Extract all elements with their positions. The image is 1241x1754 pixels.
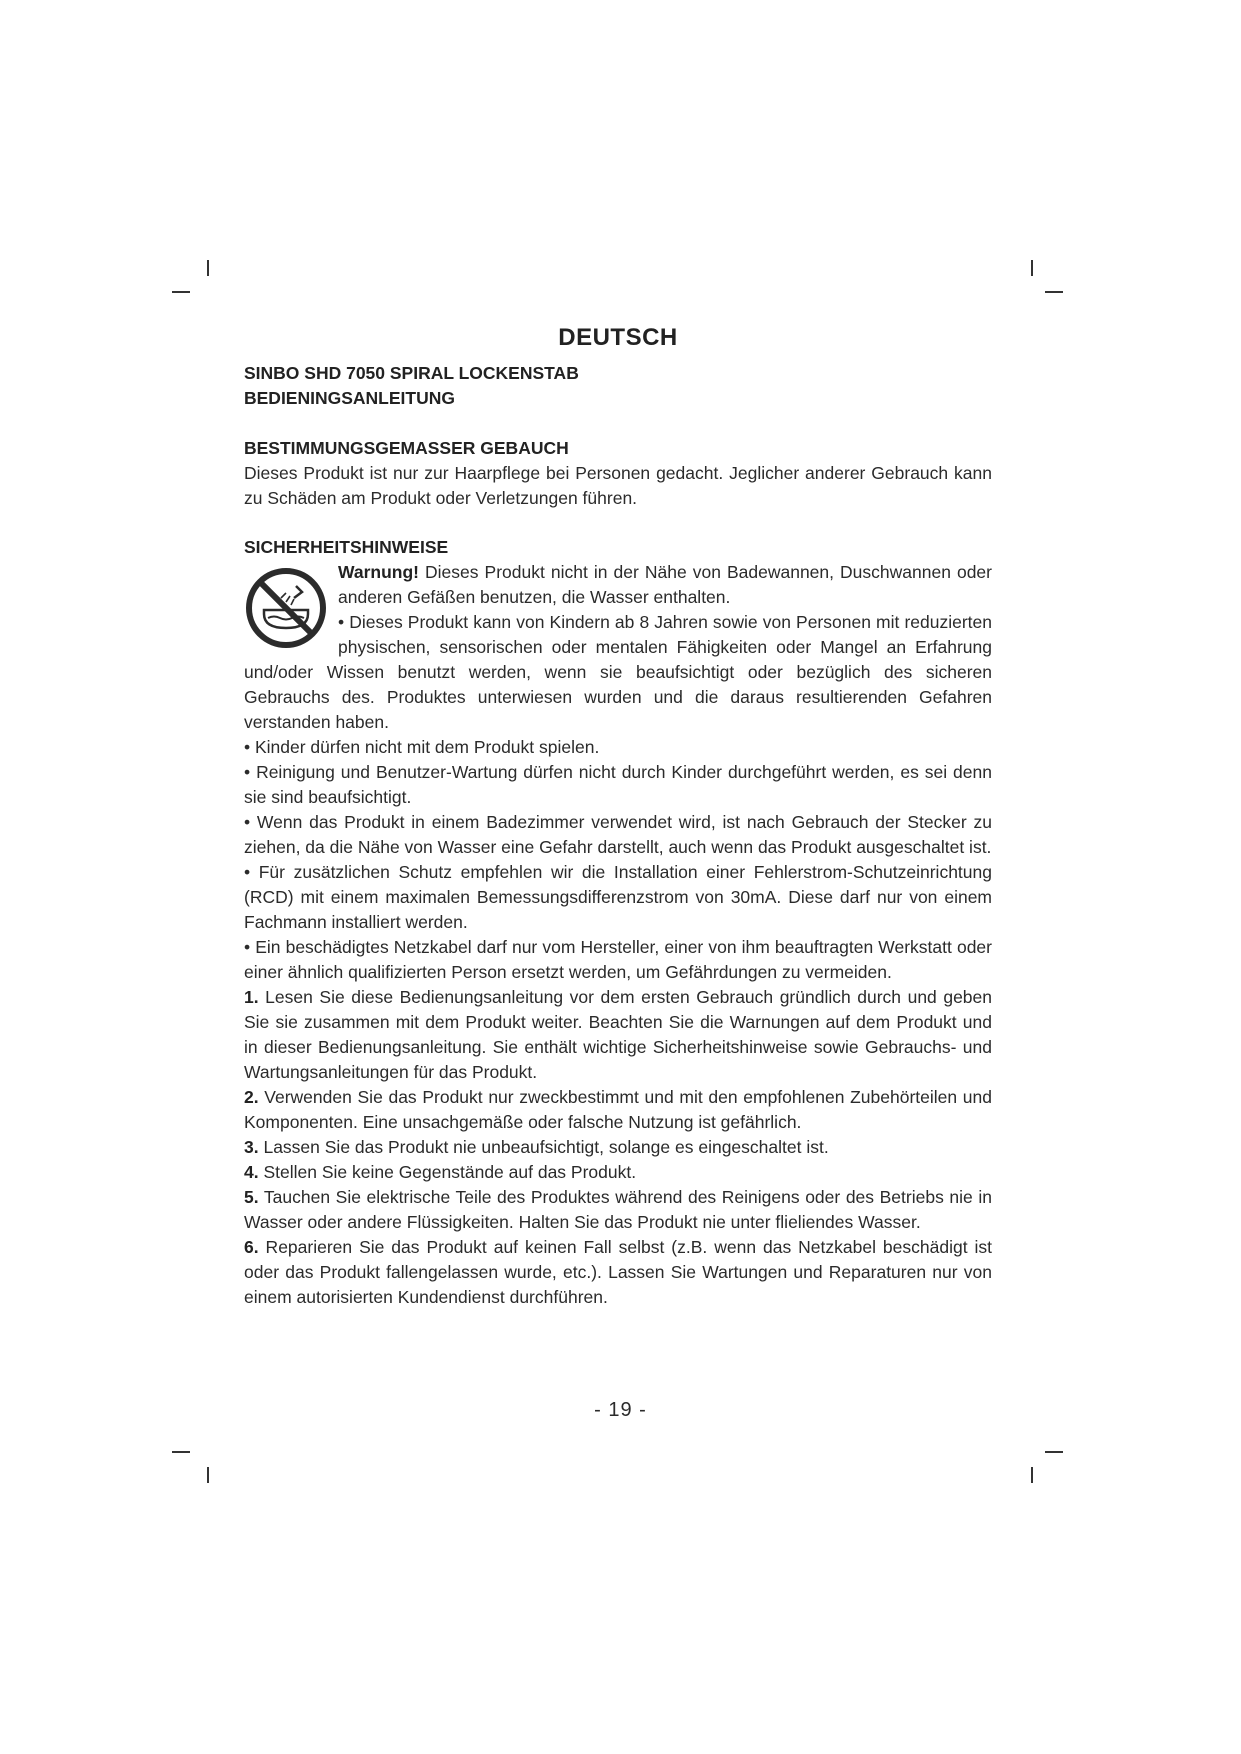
safety-bullet: • Wenn das Produkt in einem Badezimmer verwendet wird, ist nach Gebrauch der Stecker zu ziehen, da die Nähe von Wasser eine Gefahr darstellt, auch wenn das Produkt ausgeschaltet ist. [244, 812, 992, 857]
product-title: SINBO SHD 7050 SPIRAL LOCKENSTAB [244, 363, 579, 383]
safety-bullet: • Reinigung und Benutzer-Wartung dürfen nicht durch Kinder durchgeführt werden, es sei denn sie sind beaufsichtigt. [244, 762, 992, 807]
crop-mark-top-right-horizontal [1045, 291, 1063, 293]
crop-mark-top-right-vertical [1031, 260, 1033, 276]
item-text: Lesen Sie diese Bedienungsanleitung vor dem ersten Gebrauch gründlich durch und geben Sie sie zusammen mit dem Produkt weiter. Beachten Sie die Warnungen auf dem Produkt und in dieser Bedienungsanleitung. Sie enthält wichtige Sicherheitshinweise sowie Gebrauchs- und Wartungsanleitungen für das Produkt. [244, 987, 992, 1082]
item-number: 3. [244, 1137, 259, 1157]
page-number: - 19 - [594, 1399, 647, 1421]
language-title: DEUTSCH [558, 324, 678, 351]
item-number: 2. [244, 1087, 259, 1107]
numbered-item [244, 1135, 992, 1160]
item-text: Lassen Sie das Produkt nie unbeaufsichtigt, solange es eingeschaltet ist. [258, 1137, 829, 1157]
page-content [244, 325, 992, 1310]
item-number: 4. [244, 1162, 259, 1182]
warning-label: Warnung! [338, 562, 419, 582]
crop-mark-bottom-right-vertical [1031, 1467, 1033, 1483]
crop-mark-bottom-left-vertical [207, 1467, 209, 1483]
item-number: 5. [244, 1187, 259, 1207]
safety-heading: SICHERHEITSHINWEISE [244, 537, 449, 557]
intended-use-heading: BESTIMMUNGSGEMASSER GEBAUCH [244, 438, 569, 458]
item-text: Stellen Sie keine Gegenstände auf das Produkt. [258, 1162, 637, 1182]
warning-block [244, 560, 992, 735]
item-text: Reparieren Sie das Produkt auf keinen Fall selbst (z.B. wenn das Netzkabel beschädigt ist oder das Produkt fallengelassen wurde, etc.). Lassen Sie Wartungen und Reparaturen nur von einem autorisierten Kundendienst durchführen. [244, 1237, 992, 1307]
numbered-item [244, 1085, 992, 1135]
safety-bullet: • Kinder dürfen nicht mit dem Produkt spielen. [244, 737, 600, 757]
warning-text: Dieses Produkt nicht in der Nähe von Badewannen, Duschwannen oder anderen Gefäßen benutzen, die Wasser enthalten. [338, 562, 992, 607]
numbered-item [244, 1185, 992, 1235]
item-number: 6. [244, 1237, 259, 1257]
numbered-item [244, 1235, 992, 1310]
manual-title: BEDIENINGSANLEITUNG [244, 388, 455, 408]
crop-mark-top-left-horizontal [172, 291, 190, 293]
item-text: Tauchen Sie elektrische Teile des Produktes während des Reinigens oder des Betriebs nie in Wasser oder andere Flüssigkeiten. Halten Sie das Produkt nie unter flieliendes Wasser. [244, 1187, 992, 1232]
warning-paragraph [244, 560, 992, 610]
safety-bullet: • Dieses Produkt kann von Kindern ab 8 Jahren sowie von Personen mit reduzierten physischen, sensorischen oder mentalen Fähigkeiten oder Mangel an Erfahrung und/oder Wissen benutzt werden, wenn sie beaufsichtigt oder bezüglich des sicheren Gebrauchs des. Produktes unterwiesen wurden und die daraus resultierenden Gefahren verstanden haben. [244, 612, 992, 732]
intended-use-text: Dieses Produkt ist nur zur Haarpflege bei Personen gedacht. Jeglicher anderer Gebrauch kann zu Schäden am Produkt oder Verletzungen führen. [244, 463, 992, 508]
safety-bullet: • Ein beschädigtes Netzkabel darf nur vom Hersteller, einer von ihm beauftragten Werkstatt oder einer ähnlich qualifizierten Person ersetzt werden, um Gefährdungen zu vermeiden. [244, 937, 992, 982]
crop-mark-bottom-left-horizontal [172, 1451, 190, 1453]
numbered-item [244, 1160, 992, 1185]
no-water-bath-icon [244, 566, 328, 650]
crop-mark-bottom-right-horizontal [1045, 1451, 1063, 1453]
safety-bullet: • Für zusätzlichen Schutz empfehlen wir die Installation einer Fehlerstrom-Schutzeinrichtung (RCD) mit einem maximalen Bemessungsdifferenzstrom von 30mA. Diese darf nur von einem Fachmann installiert werden. [244, 862, 992, 932]
numbered-item [244, 985, 992, 1085]
item-number: 1. [244, 987, 259, 1007]
item-text: Verwenden Sie das Produkt nur zweckbestimmt und mit den empfohlenen Zubehörteilen und Komponenten. Eine unsachgemäße oder falsche Nutzung ist gefährlich. [244, 1087, 992, 1132]
crop-mark-top-left-vertical [207, 260, 209, 276]
